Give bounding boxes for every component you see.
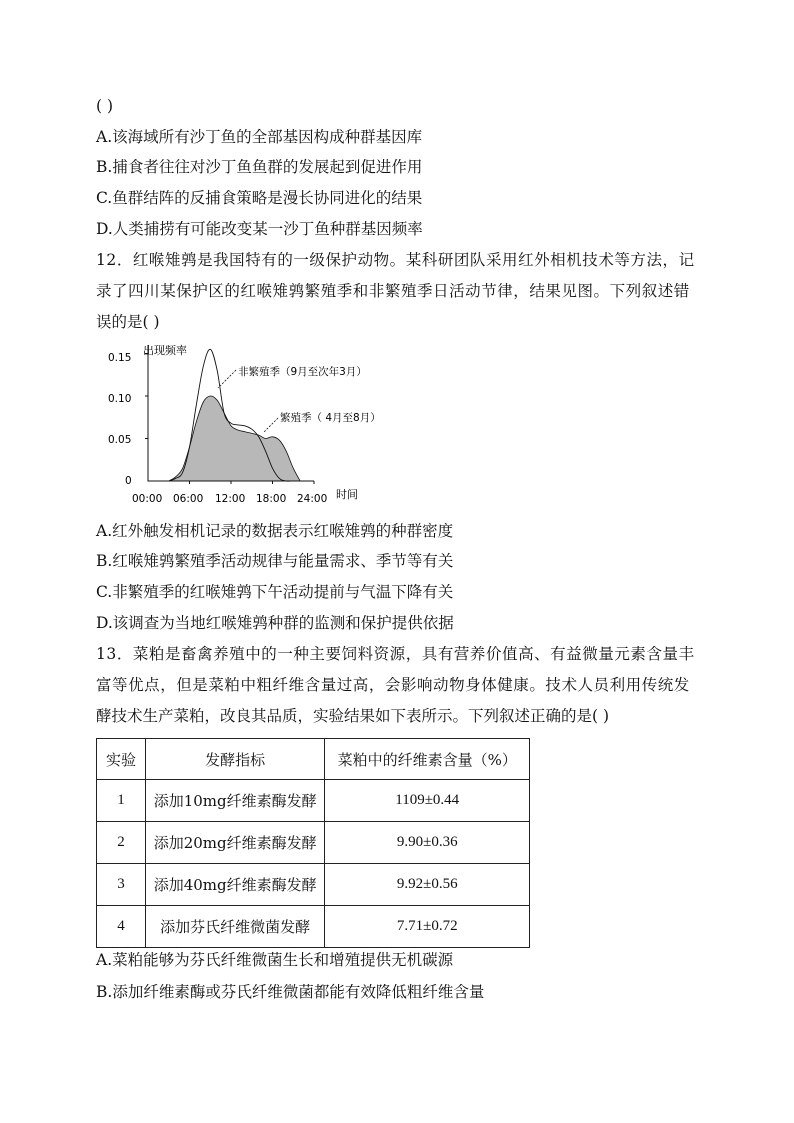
q12-stem-line-2: 录了四川某保护区的红喉雉鹑繁殖季和非繁殖季日活动节律，结果见图。下列叙述错 [96, 282, 690, 300]
fermentation-results-table [96, 738, 530, 948]
cell-experiment: 2 [97, 822, 146, 864]
q11-option-d: D.人类捕捞有可能改变某一沙丁鱼种群基因频率 [96, 220, 423, 238]
q12-option-c: C.非繁殖季的红喉雉鹑下午活动提前与气温下降有关 [96, 583, 454, 601]
cell-experiment: 3 [97, 864, 146, 906]
cell-index: 添加40mg纤维素酶发酵 [145, 864, 325, 906]
q12-option-a: A.红外触发相机记录的数据表示红喉雉鹑的种群密度 [96, 522, 454, 540]
activity-rhythm-chart [100, 340, 400, 505]
chart-ytick-0: 0 [125, 475, 132, 487]
chart-xtick-0000: 00:00 [132, 493, 163, 505]
annotation-leader-non-breeding [218, 370, 236, 388]
q13-option-b: B.添加纤维素酶或芬氏纤维微菌都能有效降低粗纤维含量 [96, 983, 485, 1001]
table-row [97, 822, 530, 864]
header-cellulose-content: 菜粕中的纤维素含量（%） [325, 739, 530, 780]
chart-xtick-0600: 06:00 [173, 493, 204, 505]
q13-option-a: A.菜粕能够为芬氏纤维微菌生长和增殖提供无机碳源 [96, 951, 454, 969]
table-header-row [97, 739, 530, 780]
chart-xtick-1800: 18:00 [256, 493, 287, 505]
cell-content: 1109±0.44 [325, 780, 530, 822]
q13-stem-line-2: 富等优点，但是菜粕中粗纤维含量过高，会影响动物身体健康。技术人员利用传统发 [96, 676, 690, 694]
q11-option-b: B.捕食者往往对沙丁鱼鱼群的发展起到促进作用 [96, 158, 423, 176]
annotation-breeding: 繁殖季（ 4月至8月） [280, 412, 381, 424]
cell-experiment: 1 [97, 780, 146, 822]
cell-content: 9.92±0.56 [325, 864, 530, 906]
q12-stem-line-1: 12．红喉雉鹑是我国特有的一级保护动物。某科研团队采用红外相机技术等方法，记 [96, 251, 695, 269]
cell-experiment: 4 [97, 906, 146, 948]
header-fermentation-index: 发酵指标 [145, 739, 325, 780]
cell-content: 7.71±0.72 [325, 906, 530, 948]
q12-option-b: B.红喉雉鹑繁殖季活动规律与能量需求、季节等有关 [96, 552, 454, 570]
chart-ytick-010: 0.10 [108, 393, 132, 405]
table-row [97, 906, 530, 948]
cell-content: 9.90±0.36 [325, 822, 530, 864]
q11-option-c: C.鱼群结阵的反捕食策略是漫长协同进化的结果 [96, 189, 423, 207]
annotation-non-breeding: 非繁殖季（9月至次年3月） [238, 366, 367, 378]
chart-ytick-015: 0.15 [108, 352, 132, 364]
cell-index: 添加芬氏纤维微菌发酵 [145, 906, 325, 948]
chart-xtick-2400: 24:00 [297, 493, 328, 505]
table-row [97, 864, 530, 906]
chart-ytick-005: 0.05 [108, 434, 132, 446]
q12-stem-line-3: 误的是( ) [96, 313, 160, 331]
q13-stem-line-1: 13．菜粕是畜禽养殖中的一种主要饲料资源，具有营养价值高、有益微量元素含量丰 [96, 645, 695, 663]
q13-stem-line-3: 酵技术生产菜粕，改良其品质，实验结果如下表所示。下列叙述正确的是( ) [96, 707, 610, 725]
chart-xtick-1200: 12:00 [215, 493, 246, 505]
chart-xlabel: 时间 [336, 488, 358, 501]
q11-answer-bracket: ( ) [96, 97, 114, 115]
cell-index: 添加20mg纤维素酶发酵 [145, 822, 325, 864]
cell-index: 添加10mg纤维素酶发酵 [145, 780, 325, 822]
annotation-leader-breeding [264, 418, 278, 432]
q12-option-d: D.该调查为当地红喉雉鹑种群的监测和保护提供依据 [96, 614, 454, 632]
chart-ylabel: 出现频率 [143, 344, 187, 357]
table-row [97, 780, 530, 822]
header-experiment: 实验 [97, 739, 146, 780]
q11-option-a: A.该海域所有沙丁鱼的全部基因构成种群基因库 [96, 128, 423, 146]
series-breeding-area [169, 396, 300, 481]
